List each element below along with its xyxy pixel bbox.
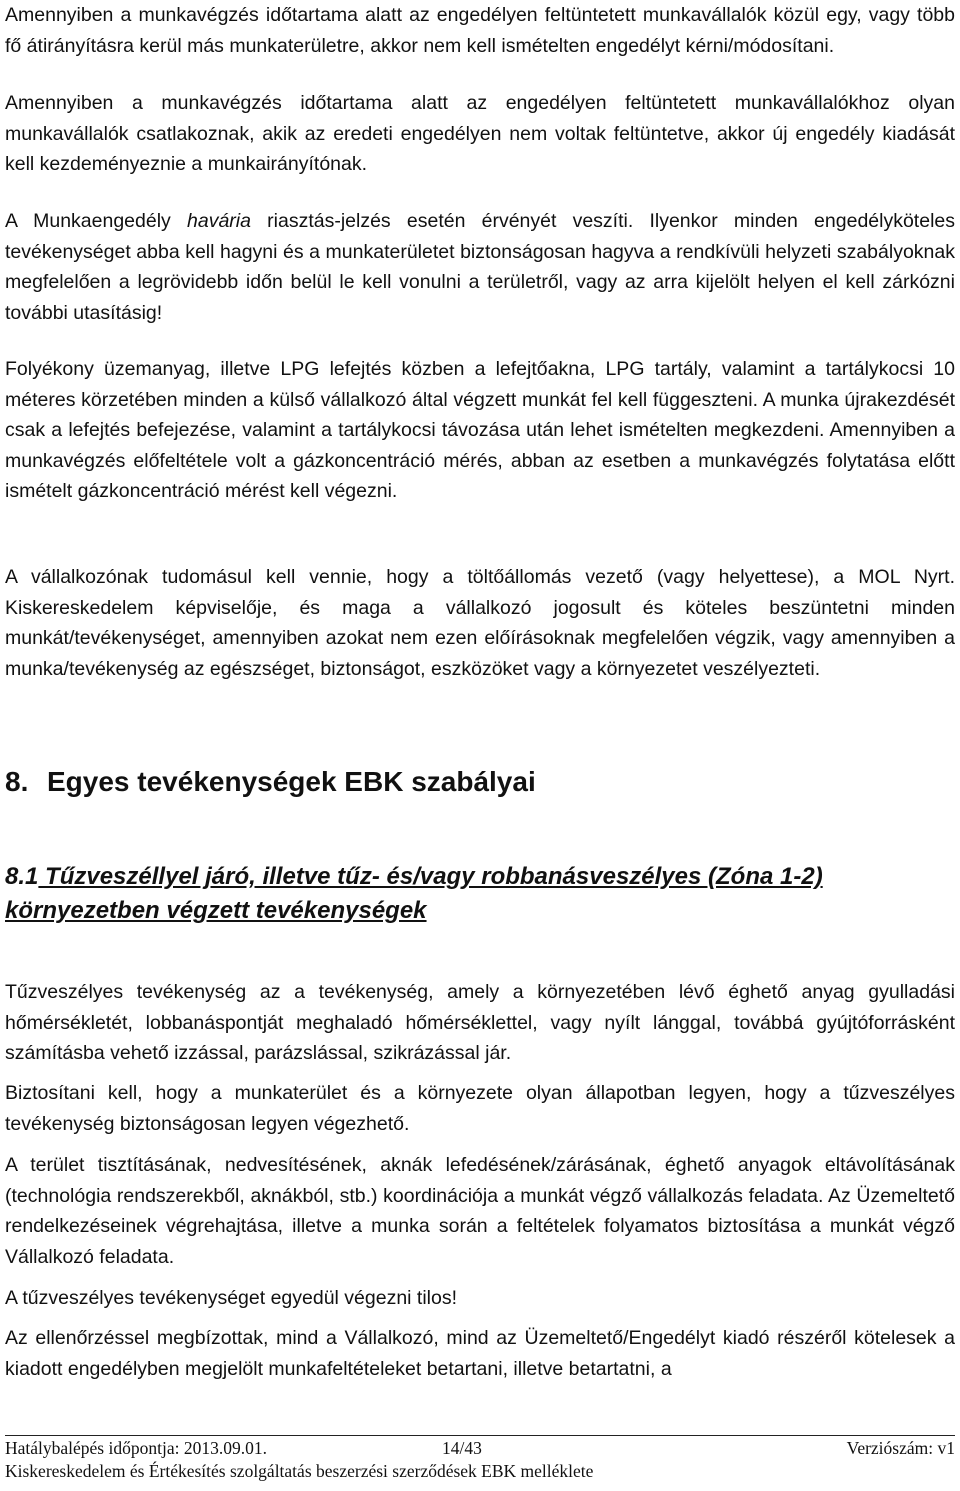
paragraph-safe-area: Biztosítani kell, hogy a munkaterület és a környezete olyan állapotban legyen, hogy a tűzveszélyes tevékenység biztonságosan legyen végezhető. bbox=[5, 1082, 955, 1135]
paragraph-reassignment: Amennyiben a munkavégzés időtartama alatt az engedélyen feltüntetett munkavállalók közül egy, vagy több fő átirányításra kerül más munkaterületre, akkor nem kell ismételten engedélyt kérni/módosítani. bbox=[5, 4, 955, 57]
subsection-title: Tűzveszéllyel járó, illetve tűz- és/vagy robbanásveszélyes (Zóna 1-2) környezetben végzett tevékenységek bbox=[5, 863, 823, 924]
footer-version: Verziószám: v1 bbox=[846, 1438, 955, 1458]
paragraph-inspectors: Az ellenőrzéssel megbízottak, mind a Vállalkozó, mind az Üzemeltető/Engedélyt kiadó részéről kötelesek a kiadott engedélyben megjelölt munkafeltételeket betartani, illetve betartatni, a bbox=[5, 1327, 955, 1380]
paragraph-new-workers: Amennyiben a munkavégzés időtartama alatt az engedélyen feltüntetett munkavállalókhoz olyan munkavállalók csatlakoznak, akik az eredeti engedélyen nem voltak feltüntetve, akkor új engedély kiadását kell kezdeményeznie a munkairányítónak. bbox=[5, 92, 955, 175]
footer-page-number: 14/43 bbox=[442, 1438, 482, 1458]
section-title: Egyes tevékenységek EBK szabályai bbox=[47, 766, 536, 797]
footer-effective-date: Hatálybalépés időpontja: 2013.09.01. bbox=[5, 1438, 267, 1458]
paragraph-site-preparation: A terület tisztításának, nedvesítésének, aknák lefedésének/zárásának, éghető anyagok eltávolításának (technológia rendszerekből, aknákból, stb.) koordinációja a munkát végző vállalkozás feladata. Az Üzemeltető rendelkezéseinek végrehajtása, illetve a munka során a feltételek folyamatos biztosítása a munkát végző Vállalkozó feladata. bbox=[5, 1154, 955, 1268]
emergency-term: havária bbox=[187, 210, 251, 232]
subsection-number: 8.1 bbox=[5, 863, 39, 890]
footer-document-title: Kiskereskedelem és Értékesítés szolgáltatás beszerzési szerződések EBK melléklete bbox=[5, 1461, 594, 1481]
paragraph-fire-hazard-definition: Tűzveszélyes tevékenység az a tevékenység, amely a környezetében lévő éghető anyag gyulladási hőmérsékletét, lobbanáspontját meghaladó hőmérséklettel, vagy nyílt lánggal, továbbá gyújtóforrásként számításba vehető izzással, parázslással, szikrázással jár. bbox=[5, 981, 955, 1064]
paragraph-emergency bbox=[5, 206, 955, 328]
emergency-text-rest: riasztás-jelzés esetén érvényét veszíti. Ilyenkor minden engedélyköteles tevékenységet abba kell hagyni és a munkaterületet biztonságosan hagyva a rendkívüli helyzeti szabályoknak megfelelően a legrövidebb időn belül le kell vonulni a területről, vagy az arra kijelölt helyen el kell zárkózni további utasításig! bbox=[5, 210, 955, 324]
paragraph-not-alone: A tűzveszélyes tevékenységet egyedül végezni tilos! bbox=[5, 1287, 458, 1309]
section-heading bbox=[5, 766, 536, 798]
footer-divider bbox=[5, 1435, 955, 1436]
section-number: 8. bbox=[5, 766, 29, 797]
footer-meta-row bbox=[5, 1437, 955, 1459]
paragraph-fuel-unloading: Folyékony üzemanyag, illetve LPG lefejtés közben a lefejtőakna, LPG tartály, valamint a tartálykocsi 10 méteres körzetében minden a külső vállalkozó által végzett munkát fel kell függeszteni. A munka újrakezdését csak a lefejtés befejezése, valamint a tartálykocsi távozása után lehet ismételten megkezdeni. Amennyiben a munkavégzés előfeltétele volt a gázkoncentráció mérés, abban az esetben a munkavégzés folytatása előtt ismételt gázkoncentráció mérést kell végezni. bbox=[5, 358, 955, 502]
paragraph-contractor-obligation: A vállalkozónak tudomásul kell vennie, hogy a töltőállomás vezető (vagy helyettese), a MOL Nyrt. Kiskereskedelem képviselője, és maga a vállalkozó jogosult és köteles beszüntetni minden munkát/tevékenységet, amennyiben azokat nem ezen előírásoknak megfelelően végzik, vagy amennyiben a munka/tevékenység az egészséget, biztonságot, eszközöket vagy a környezetet veszélyezteti. bbox=[5, 566, 955, 680]
emergency-text-start: A Munkaengedély bbox=[5, 210, 187, 232]
subsection-heading bbox=[5, 860, 955, 928]
